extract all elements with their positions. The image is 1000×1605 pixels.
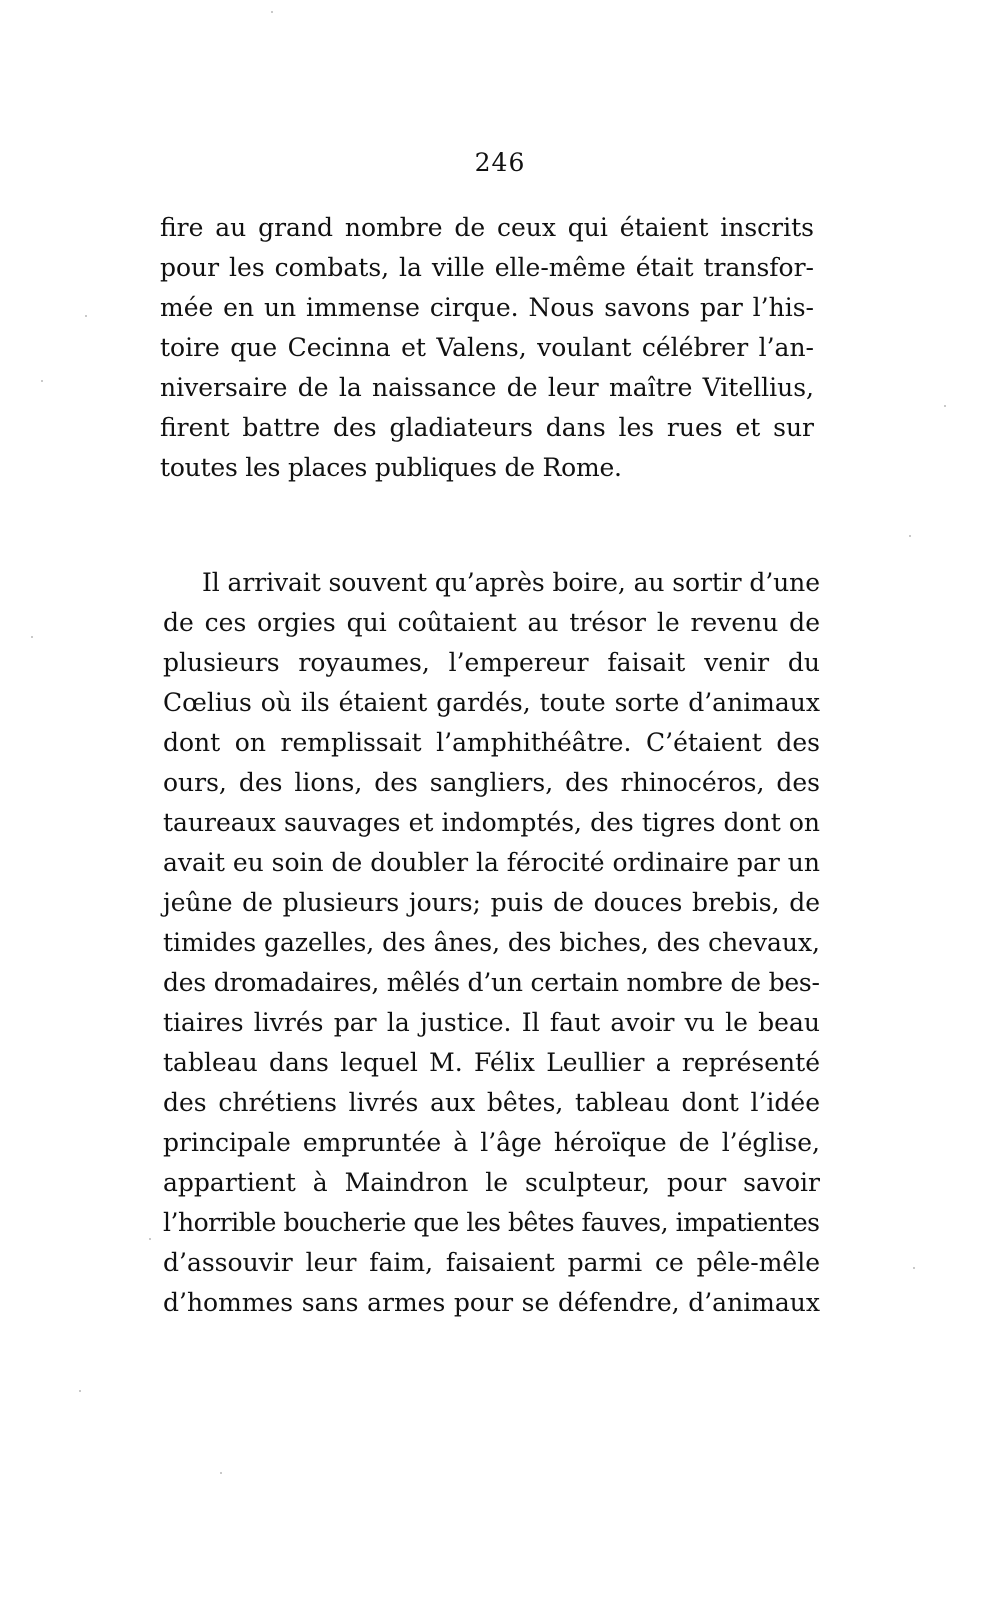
paragraph-line (0, 803, 1000, 843)
line-text: pour les combats, la ville elle-même était transfor- (160, 253, 814, 282)
scan-speck (271, 11, 273, 13)
paragraph-line (0, 563, 1000, 603)
line-text: ours, des lions, des sangliers, des rhinocéros, des (163, 768, 820, 797)
line-text: des dromadaires, mêlés d’un certain nombre de bes- (163, 968, 820, 997)
scan-speck (944, 405, 946, 407)
scan-speck (909, 535, 911, 537)
paragraph-1 (0, 208, 1000, 488)
line-text: niversaire de la naissance de leur maître Vitellius, (160, 373, 814, 402)
line-text: dont on remplissait l’amphithéâtre. C’étaient des (163, 728, 820, 757)
line-text: timides gazelles, des ânes, des biches, des chevaux, (163, 928, 820, 957)
paragraph-line (0, 1083, 1000, 1123)
paragraph-line (0, 368, 1000, 408)
paragraph-line (0, 208, 1000, 248)
line-text: d’hommes sans armes pour se défendre, d’animaux (163, 1288, 820, 1317)
line-text: Cœlius où ils étaient gardés, toute sorte d’animaux (163, 688, 820, 717)
paragraph-line (0, 1283, 1000, 1323)
line-text: de ces orgies qui coûtaient au trésor le revenu de (163, 608, 820, 637)
paragraph-2 (0, 563, 1000, 1323)
line-text: tableau dans lequel M. Félix Leullier a représenté (163, 1048, 820, 1077)
line-text: des chrétiens livrés aux bêtes, tableau dont l’idée (163, 1088, 820, 1117)
line-text: taureaux sauvages et indomptés, des tigres dont on (163, 808, 820, 837)
line-text: l’horrible boucherie que les bêtes fauves, impatientes (163, 1208, 820, 1237)
paragraph-line (0, 1003, 1000, 1043)
paragraph-line (0, 963, 1000, 1003)
page-number: 246 (474, 148, 526, 177)
line-text: d’assouvir leur faim, faisaient parmi ce pêle-mêle (163, 1248, 820, 1277)
line-text: firent battre des gladiateurs dans les rues et sur (160, 413, 814, 442)
paragraph-line (0, 288, 1000, 328)
paragraph-line (0, 603, 1000, 643)
scan-speck (85, 315, 87, 317)
scan-speck (220, 1472, 222, 1474)
paragraph-line (0, 1123, 1000, 1163)
line-text: appartient à Maindron le sculpteur, pour savoir (163, 1168, 820, 1197)
paragraph-line (0, 923, 1000, 963)
line-text: avait eu soin de doubler la férocité ordinaire par un (163, 848, 820, 877)
paragraph-line (0, 723, 1000, 763)
scan-speck (31, 636, 33, 638)
line-text: Il arrivait souvent qu’après boire, au sortir d’une (202, 568, 820, 597)
line-text: mée en un immense cirque. Nous savons par l’his- (160, 293, 814, 322)
paragraph-line (0, 683, 1000, 723)
paragraph-line (0, 1243, 1000, 1283)
paragraph-line (0, 448, 1000, 488)
line-text: jeûne de plusieurs jours; puis de douces brebis, de (163, 888, 820, 917)
paragraph-line (0, 843, 1000, 883)
paragraph-line (0, 328, 1000, 368)
paragraph-line (0, 408, 1000, 448)
paragraph-line (0, 883, 1000, 923)
line-text: fire au grand nombre de ceux qui étaient inscrits (160, 213, 814, 242)
paragraph-line (0, 1203, 1000, 1243)
scan-speck (79, 1390, 81, 1392)
paragraph-line (0, 248, 1000, 288)
scan-speck (913, 1267, 915, 1269)
line-text: tiaires livrés par la justice. Il faut avoir vu le beau (163, 1008, 820, 1037)
line-text: principale empruntée à l’âge héroïque de l’église, (163, 1128, 820, 1157)
paragraph-line (0, 1043, 1000, 1083)
paragraph-line (0, 643, 1000, 683)
line-text: toire que Cecinna et Valens, voulant célébrer l’an- (160, 333, 814, 362)
scan-speck (41, 380, 43, 382)
scan-speck (149, 1238, 151, 1240)
line-text: toutes les places publiques de Rome. (160, 453, 622, 482)
paragraph-line (0, 1163, 1000, 1203)
paragraph-line (0, 763, 1000, 803)
line-text: plusieurs royaumes, l’empereur faisait venir du (163, 648, 820, 677)
